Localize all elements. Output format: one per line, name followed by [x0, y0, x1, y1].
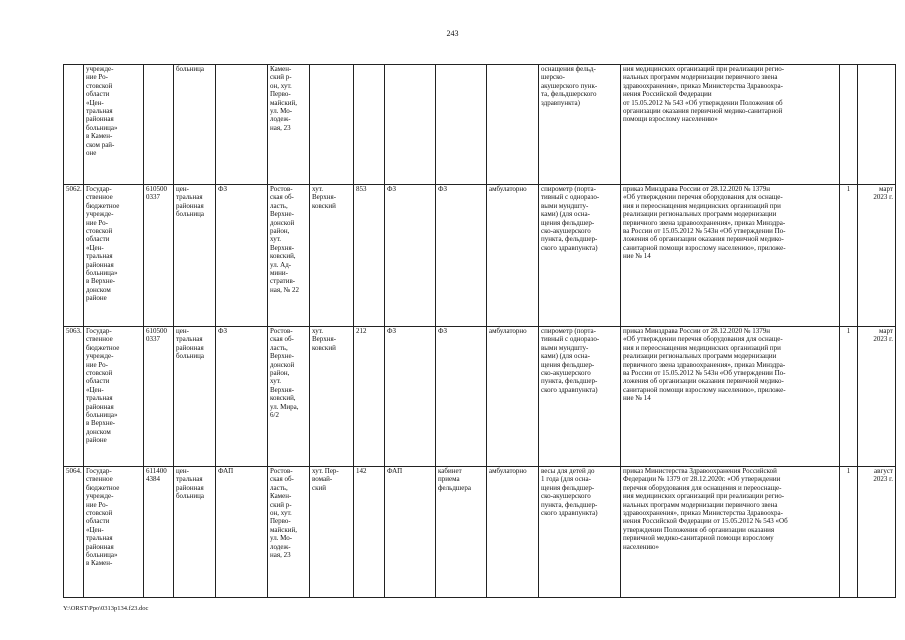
delivery-date-cell: март 2023 г.	[858, 327, 896, 467]
address-cell: Камен- ский р- он, хут. Перво- майский, ул. Мо- лодеж- ная, 23	[268, 65, 310, 185]
equipment-cell: весы для детей до 1 года (для осна- щения фельдшер- ско-акушерского пункта, фельдшер- ского здравпункта)	[539, 467, 621, 598]
parent-unit-cell: цен- тральная районная больница	[174, 467, 216, 598]
equipment-cell: оснащения фельд- шерско- акушерского пунк- та, фельдшерского здравпункта)	[539, 65, 621, 185]
institution-name-cell: Государ- ственное бюджетное учрежде- ние Ро- стовской области «Цен- тральная районная больница» в Камен-	[84, 467, 144, 598]
institution-code-cell: 610500 0337	[144, 185, 174, 327]
population-cell: 212	[354, 327, 385, 467]
settlement-cell: хут. Верхня- ковский	[310, 327, 354, 467]
address-cell: Ростов- ская об- ласть, Верхне- донской район, хут. Верхня- ковский, ул. Ад- мини- стратив- ная, № 22	[268, 185, 310, 327]
unit-type-cell	[385, 65, 436, 185]
department-cell	[436, 65, 487, 185]
institution-code-cell: 611400 4384	[144, 467, 174, 598]
table-row	[64, 467, 896, 598]
parent-unit-cell: цен- тральная районная больница	[174, 327, 216, 467]
institution-code-cell	[144, 65, 174, 185]
care-form-cell: амбулаторно	[487, 467, 539, 598]
delivery-date-cell	[858, 65, 896, 185]
facility-type-cell: ФЗ	[216, 185, 268, 327]
facility-type-cell: ФАП	[216, 467, 268, 598]
equipment-table	[63, 64, 896, 598]
unit-type-cell: ФЗ	[385, 327, 436, 467]
delivery-date-cell: март 2023 г.	[858, 185, 896, 327]
equipment-cell: спирометр (порта- тивный с одноразо- выми мундшту- ками) (для осна- щения фельдшер- ско-акушерского пункта, фельдшер- ского здравпункта)	[539, 327, 621, 467]
department-cell: кабинет приема фельдшера	[436, 467, 487, 598]
facility-type-cell: ФЗ	[216, 327, 268, 467]
quantity-cell: 1	[840, 185, 858, 327]
department-cell: ФЗ	[436, 327, 487, 467]
quantity-cell	[840, 65, 858, 185]
legal-basis-cell: приказ Министерства Здравоохранения Российской Федерации № 1379 от 28.12.2020г. «Об утверждении перечня оборудования для оснащения и переоснаще- ния медицинских организаций при реализации регио- нальных программ модернизации первичного звена здравоохранения», приказ Министерства Здравоохра- нения Российской Федерации от 15.05.2012 № 543 «Об утверждении Положения об организации оказания первичной медико-санитарной помощи взрослому населению»	[621, 467, 840, 598]
address-cell: Ростов- ская об- ласть, Верхне- донской район, хут. Верхня- ковский, ул. Мира, 6/2	[268, 327, 310, 467]
table-row	[64, 185, 896, 327]
legal-basis-cell: приказ Минздрава России от 28.12.2020 № 1379н «Об утверждении перечня оборудования для оснаще- ния и переоснащения медицинских организаций при реализации региональных программ модернизации первичного звена здравоохранения», приказ Минздра- ва России от 15.05.2012 № 543н «Об утверждении По- ложения об организации оказания первичной медико- санитарной помощи взрослому населению», приложе- ние № 14	[621, 185, 840, 327]
quantity-cell: 1	[840, 467, 858, 598]
care-form-cell	[487, 65, 539, 185]
settlement-cell	[310, 65, 354, 185]
institution-name-cell: Государ- ственное бюджетное учрежде- ние Ро- стовской области «Цен- тральная районная больница» в Верхне- донском районе	[84, 327, 144, 467]
row-number-cell: 5064.	[64, 467, 84, 598]
row-number-cell	[64, 65, 84, 185]
legal-basis-cell: ния медицинских организаций при реализации регио- нальных программ модернизации первичного звена здравоохранения», приказ Министерства Здравоохра- нения Российской Федерации от 15.05.2012 № 543 «Об утверждении Положения об организации оказания первичной медико-санитарной помощи взрослому населению»	[621, 65, 840, 185]
legal-basis-cell: приказ Минздрава России от 28.12.2020 № 1379н «Об утверждении перечня оборудования для оснаще- ния и переоснащения медицинских организаций при реализации региональных программ модернизации первичного звена здравоохранения», приказ Минздра- ва России от 15.05.2012 № 543н «Об утверждении По- ложения об организации оказания первичной медико- санитарной помощи взрослому населению», приложе- ние № 14	[621, 327, 840, 467]
population-cell	[354, 65, 385, 185]
row-number-cell: 5063.	[64, 327, 84, 467]
table-row	[64, 65, 896, 185]
parent-unit-cell: цен- тральная районная больница	[174, 185, 216, 327]
care-form-cell: амбулаторно	[487, 327, 539, 467]
institution-name-cell: учрежде- ние Ро- стовской области «Цен- тральная районная больница» в Камен- ском рай- оне	[84, 65, 144, 185]
unit-type-cell: ФЗ	[385, 185, 436, 327]
delivery-date-cell: август 2023 г.	[858, 467, 896, 598]
care-form-cell: амбулаторно	[487, 185, 539, 327]
quantity-cell: 1	[840, 327, 858, 467]
address-cell: Ростов- ская об- ласть, Камен- ский р- он, хут. Перво- майский, ул. Мо- лодеж- ная, 23	[268, 467, 310, 598]
institution-name-cell: Государ- ственное бюджетное учрежде- ние Ро- стовской области «Цен- тральная районная больница» в Верхне- донском районе	[84, 185, 144, 327]
population-cell: 853	[354, 185, 385, 327]
department-cell: ФЗ	[436, 185, 487, 327]
settlement-cell: хут. Пер- вомай- ский	[310, 467, 354, 598]
file-path-footer: Y:\ORST\Ppo\0313p134.f23.doc	[63, 605, 149, 612]
institution-code-cell: 610500 0337	[144, 327, 174, 467]
facility-type-cell	[216, 65, 268, 185]
equipment-cell: спирометр (порта- тивный с одноразо- выми мундшту- ками) (для осна- щения фельдшер- ско-акушерского пункта, фельдшер- ского здравпункта)	[539, 185, 621, 327]
parent-unit-cell: больница	[174, 65, 216, 185]
page-number: 243	[446, 29, 459, 38]
settlement-cell: хут. Верхня- ковский	[310, 185, 354, 327]
row-number-cell: 5062.	[64, 185, 84, 327]
population-cell: 142	[354, 467, 385, 598]
table-row	[64, 327, 896, 467]
unit-type-cell: ФАП	[385, 467, 436, 598]
